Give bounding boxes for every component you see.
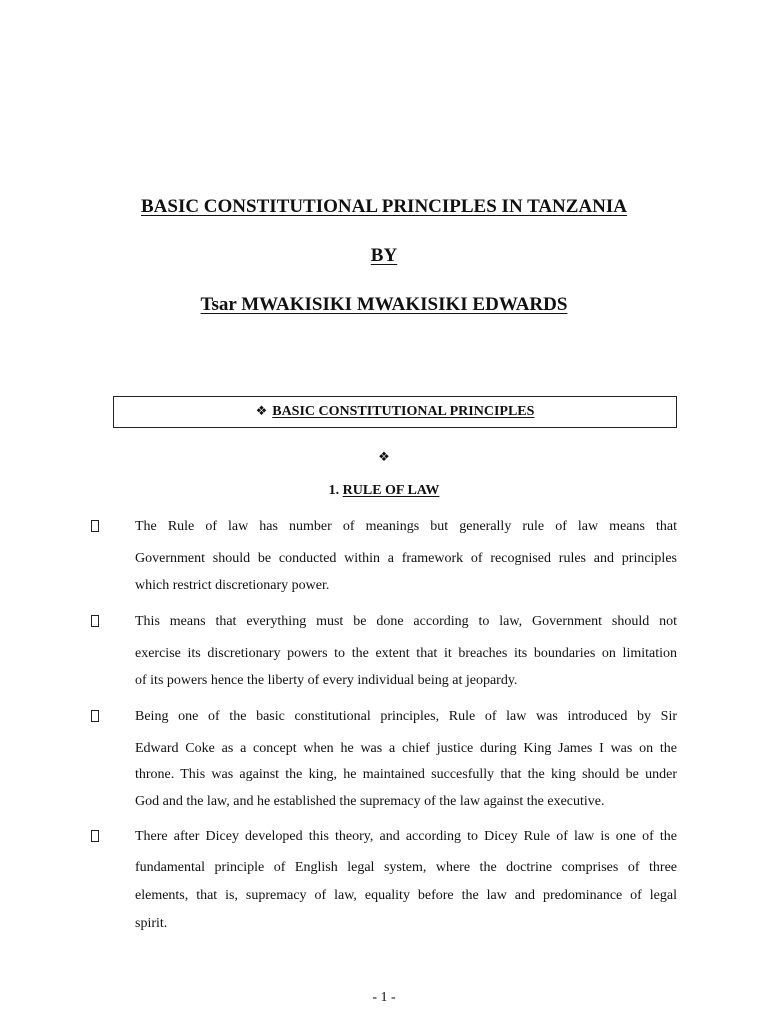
paragraph-line: There after Dicey developed this theory, and according to Dicey Rule of law is one of the <box>135 829 677 844</box>
section-heading-box <box>113 396 677 428</box>
paragraph-line: throne. This was against the king, he maintained succesfully that the king should be under <box>135 767 677 782</box>
square-bullet-icon <box>91 615 99 627</box>
section-heading: BASIC CONSTITUTIONAL PRINCIPLES <box>272 404 535 419</box>
subsection-title: RULE OF LAW <box>342 483 440 498</box>
paragraph-line: Being one of the basic constitutional principles, Rule of law was introduced by Sir <box>135 709 677 724</box>
paragraph-line: The Rule of law has number of meanings but generally rule of law means that <box>135 519 677 534</box>
paragraph-line: fundamental principle of English legal system, where the doctrine comprises of three <box>135 860 677 875</box>
subsection-number: 1. <box>328 483 340 498</box>
document-title: BASIC CONSTITUTIONAL PRINCIPLES IN TANZANIA <box>140 196 628 217</box>
paragraph-line: This means that everything must be done according to law, Government should not <box>135 614 677 629</box>
document-author: Tsar MWAKISIKI MWAKISIKI EDWARDS <box>200 294 568 315</box>
paragraph-line: exercise its discretionary powers to the extent that it breaches its boundaries on limitation <box>135 646 677 661</box>
document-byline: BY <box>370 245 398 266</box>
page-number: - 1 - <box>372 990 396 1005</box>
paragraph-line: Edward Coke as a concept when he was a chief justice during King James I was on the <box>135 741 677 756</box>
paragraph-line: Government should be conducted within a framework of recognised rules and principles <box>135 551 677 566</box>
diamond-bullet-icon: ❖ <box>255 404 268 419</box>
subsection-heading <box>0 483 768 499</box>
square-bullet-icon <box>91 830 99 842</box>
paragraph-line: God and the law, and he established the supremacy of the law against the executive. <box>135 794 605 809</box>
square-bullet-icon <box>91 710 99 722</box>
paragraph-line: of its powers hence the liberty of every individual being at jeopardy. <box>135 673 518 688</box>
paragraph-line: spirit. <box>135 916 168 931</box>
diamond-divider-icon: ❖ <box>378 450 390 465</box>
paragraph-line: which restrict discretionary power. <box>135 578 330 593</box>
square-bullet-icon <box>91 520 99 532</box>
paragraph-line: elements, that is, supremacy of law, equality before the law and predominance of legal <box>135 888 677 903</box>
